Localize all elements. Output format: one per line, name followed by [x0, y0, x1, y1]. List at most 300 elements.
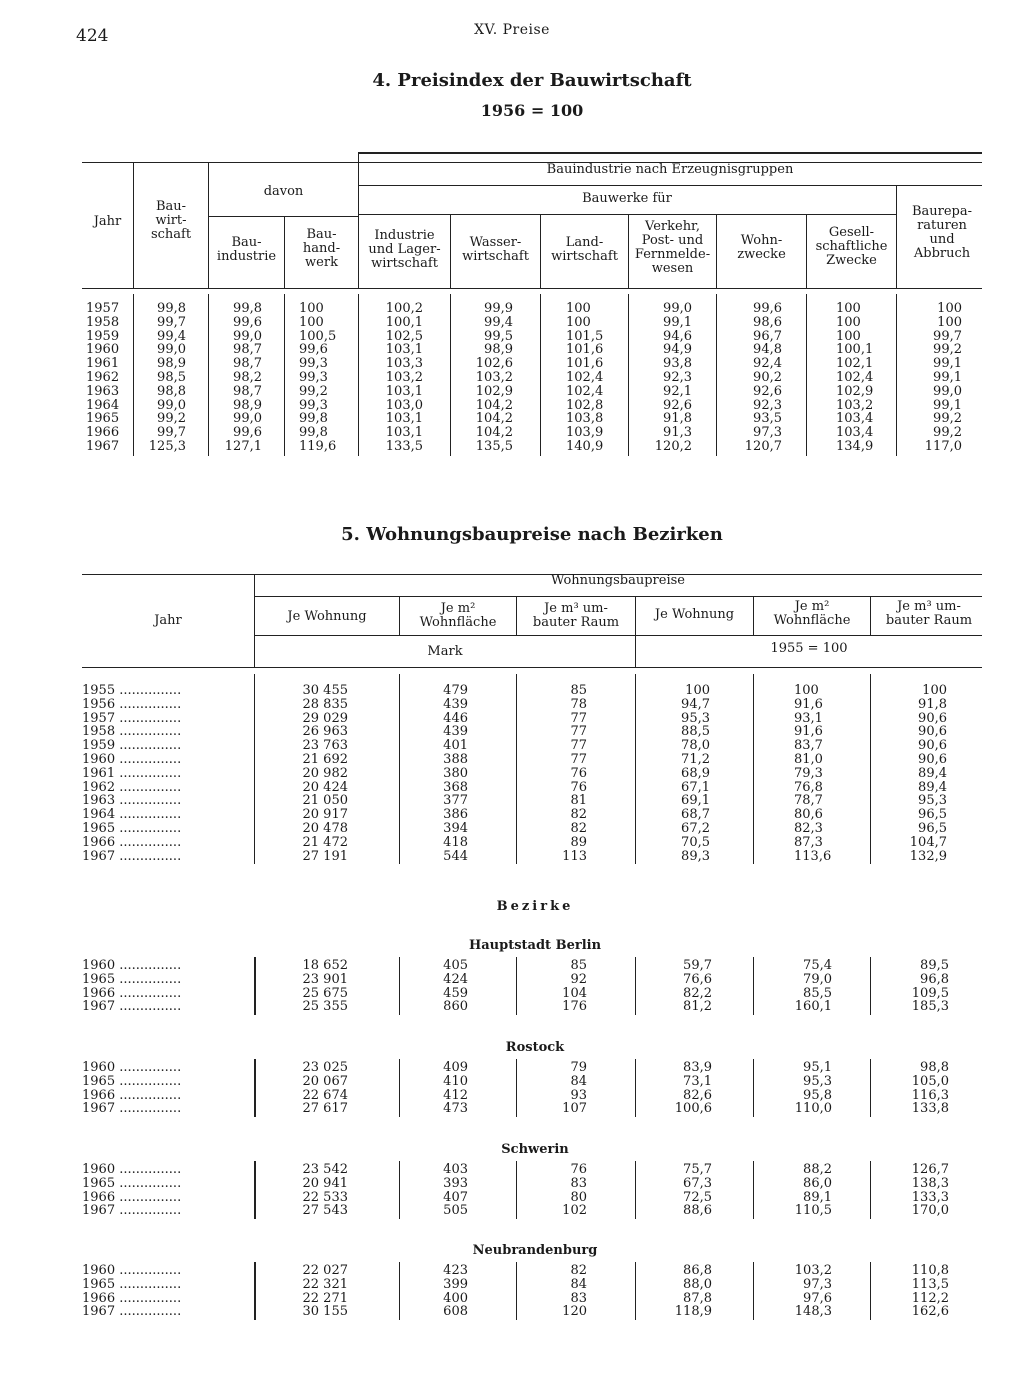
table-cell: 103,4	[836, 425, 874, 441]
table-cell: 23 763	[302, 738, 348, 754]
table-cell: 377	[443, 793, 468, 809]
table-cell: 90,2	[753, 369, 782, 385]
table-cell: 405	[443, 958, 468, 973]
table-cell: 27 191	[302, 848, 348, 864]
bezirk-col-i-wohnung	[636, 1163, 712, 1218]
table-cell: 88,5	[681, 724, 710, 740]
table-cell: 102,5	[385, 328, 423, 344]
table-cell: 87,3	[794, 834, 823, 850]
table-cell: 113,5	[911, 1276, 949, 1292]
table-cell: 104,2	[475, 411, 513, 427]
table-cell: 92,3	[753, 397, 782, 413]
t4-header-wasser: Wasser- wirtschaft	[462, 235, 529, 264]
table-cell: 25 355	[302, 999, 348, 1015]
bezirk-col-i-m3	[871, 959, 949, 1014]
table-cell: 91,8	[918, 696, 947, 712]
t5-header-index-je-m3: Je m³ um- bauter Raum	[885, 599, 973, 628]
t4-header-gesellschaftliche: Gesell- schaftliche Zwecke	[815, 225, 888, 268]
table-cell: 72,5	[683, 1189, 712, 1205]
table-cell: 87,8	[683, 1290, 712, 1306]
table-cell: 132,9	[909, 848, 947, 864]
table-cell: 99,0	[933, 383, 962, 399]
table-cell: 96,5	[918, 807, 947, 823]
table-cell: 97,3	[753, 425, 782, 441]
table-cell: 98,7	[233, 342, 262, 358]
table-cell: 103,1	[385, 411, 423, 427]
table-cell: 103,4	[836, 411, 874, 427]
table-cell: 97,6	[803, 1290, 832, 1306]
table-cell: 73,1	[683, 1073, 712, 1089]
table-cell: 473	[443, 1101, 468, 1117]
table-cell: 76	[570, 765, 587, 781]
table-cell: 102,4	[566, 383, 604, 399]
table-cell: 99,3	[299, 397, 328, 413]
table-cell: 76	[570, 1162, 587, 1177]
table-cell: 1965	[86, 411, 120, 427]
table-cell: 98,9	[157, 356, 186, 372]
table-cell: 71,2	[681, 751, 710, 767]
table-cell: 133,5	[385, 438, 423, 454]
table-cell: 81	[570, 793, 587, 809]
table-cell: 102	[562, 1203, 587, 1219]
table-cell: 99,3	[299, 356, 328, 372]
table-cell: 83,7	[794, 738, 823, 754]
table-cell: 59,7	[683, 958, 712, 973]
t5-unit-mark: Mark	[427, 644, 463, 659]
table-cell: 407	[443, 1189, 468, 1205]
table-cell: 459	[443, 985, 468, 1001]
bezirk-col-m2	[400, 1264, 468, 1319]
table-cell: 23 542	[302, 1162, 348, 1177]
table-cell: 99,7	[157, 425, 186, 441]
bezirke-label: Bezirke	[496, 899, 574, 914]
table-cell: 89,3	[681, 848, 710, 864]
table-cell: 99,2	[299, 383, 328, 399]
table-cell: 99,0	[233, 328, 262, 344]
year-cell: 1967 ...............	[82, 1101, 182, 1117]
year-cell: 1967 ...............	[82, 1304, 182, 1320]
table-cell: 386	[443, 807, 468, 823]
bezirk-col-m3	[517, 1061, 587, 1116]
table-cell: 96,5	[918, 820, 947, 836]
table-cell: 120	[562, 1304, 587, 1320]
table-cell: 103,8	[566, 411, 604, 427]
table-cell: 92,3	[663, 369, 692, 385]
year-cell: 1966 ...............	[82, 1087, 182, 1103]
table-cell: 92	[570, 971, 587, 987]
year-cell: 1966 ...............	[82, 985, 182, 1001]
table-cell: 99,0	[157, 342, 186, 358]
table-cell: 84	[570, 1073, 587, 1089]
table-cell: 86,8	[683, 1263, 712, 1278]
table-cell: 22 271	[302, 1290, 348, 1306]
table-cell: 103,1	[385, 383, 423, 399]
table-cell: 80,6	[794, 807, 823, 823]
table-cell: 29 029	[302, 710, 348, 726]
table-cell: 412	[443, 1087, 468, 1103]
table-cell: 423	[443, 1263, 468, 1278]
year-cell: 1965 ...............	[82, 820, 182, 836]
bezirk-col-wohnung	[256, 1061, 348, 1116]
table-cell: 90,6	[918, 738, 947, 754]
table-cell: 99,5	[484, 328, 513, 344]
table-cell: 99,6	[299, 342, 328, 358]
table-cell: 89,1	[803, 1189, 832, 1205]
table-cell: 100	[922, 683, 947, 698]
table-cell: 125,3	[148, 438, 186, 454]
table-cell: 113,6	[794, 848, 832, 864]
t4-col-wohnzwecke	[718, 302, 782, 454]
table-cell: 380	[443, 765, 468, 781]
table-cell: 99,6	[233, 314, 262, 330]
table-cell: 403	[443, 1162, 468, 1177]
bezirk-col-i-wohnung	[636, 959, 712, 1014]
table-cell: 67,3	[683, 1175, 712, 1191]
table-cell: 608	[443, 1304, 468, 1320]
table-cell: 100	[937, 301, 962, 316]
table-cell: 101,6	[566, 356, 604, 372]
table-cell: 95,3	[803, 1073, 832, 1089]
t4-col-bauhandwerk	[299, 302, 355, 454]
table-cell: 102,1	[836, 356, 874, 372]
table-cell: 100,6	[674, 1101, 712, 1117]
table-cell: 23 901	[302, 971, 348, 987]
table-cell: 84	[570, 1276, 587, 1292]
bezirk-name: Hauptstadt Berlin	[468, 938, 602, 953]
table-cell: 93,1	[794, 710, 823, 726]
t4-col-baureparaturen	[898, 302, 962, 454]
table-cell: 98,9	[484, 342, 513, 358]
table-cell: 99,8	[233, 301, 262, 316]
table-cell: 126,7	[911, 1162, 949, 1177]
table-cell: 90,6	[918, 751, 947, 767]
t4-header-bauindustrie: Bau- industrie	[216, 235, 277, 264]
bezirk-col-i-m3	[871, 1061, 949, 1116]
table-cell: 89	[570, 834, 587, 850]
table-cell: 98,6	[753, 314, 782, 330]
table-cell: 95,3	[918, 793, 947, 809]
table-cell: 99,8	[299, 425, 328, 441]
table-cell: 103,0	[385, 397, 423, 413]
table-cell: 101,5	[566, 328, 604, 344]
t4-col-gesellschaftliche	[836, 302, 894, 454]
table-cell: 100	[299, 314, 324, 330]
table-cell: 134,9	[836, 438, 874, 454]
table-cell: 96,8	[920, 971, 949, 987]
bezirk-col-i-m2	[754, 1163, 832, 1218]
year-cell: 1965 ...............	[82, 1175, 182, 1191]
table-cell: 99,1	[933, 369, 962, 385]
table-cell: 100	[836, 314, 861, 330]
table-cell: 82,3	[794, 820, 823, 836]
table-cell: 118,9	[674, 1304, 712, 1320]
table-cell: 388	[443, 751, 468, 767]
table-cell: 77	[570, 738, 587, 754]
table-cell: 88,2	[803, 1162, 832, 1177]
table-cell: 112,2	[911, 1290, 949, 1306]
year-cell: 1956 ...............	[82, 696, 182, 712]
table-cell: 86,0	[803, 1175, 832, 1191]
table-cell: 20 424	[302, 779, 348, 795]
t4-header-jahr: Jahr	[93, 214, 122, 229]
table-cell: 1964	[86, 397, 120, 413]
table-cell: 99,0	[663, 301, 692, 316]
table-cell: 92,6	[753, 383, 782, 399]
year-cell: 1955 ...............	[82, 683, 182, 698]
table-cell: 68,9	[681, 765, 710, 781]
bezirk-col-m3	[517, 959, 587, 1014]
table-cell: 26 963	[302, 724, 348, 740]
t5-main-index-je-wohnung	[636, 684, 710, 863]
year-cell: 1967 ...............	[82, 848, 182, 864]
bezirk-name: Rostock	[505, 1040, 565, 1055]
t5-main-index-je-m2	[794, 684, 868, 863]
table-cell: 99,7	[933, 328, 962, 344]
table-cell: 77	[570, 710, 587, 726]
bezirk-col-i-wohnung	[636, 1061, 712, 1116]
t5-unit-index: 1955 = 100	[770, 641, 848, 656]
t4-header-davon: davon	[263, 184, 304, 199]
table-cell: 93,5	[753, 411, 782, 427]
table-cell: 102,6	[475, 356, 513, 372]
table-cell: 102,4	[566, 369, 604, 385]
bezirk-col-m2	[400, 1163, 468, 1218]
table-cell: 76,6	[683, 971, 712, 987]
table-cell: 99,1	[663, 314, 692, 330]
table-cell: 96,7	[753, 328, 782, 344]
bezirk-col-wohnung	[256, 1264, 348, 1319]
table-cell: 133,3	[911, 1189, 949, 1205]
table-cell: 100	[937, 314, 962, 330]
table-cell: 99,6	[753, 301, 782, 316]
bezirk-col-wohnung	[256, 959, 348, 1014]
table-cell: 76,8	[794, 779, 823, 795]
table-cell: 1962	[86, 369, 120, 385]
table-cell: 22 027	[302, 1263, 348, 1278]
table-cell: 75,7	[683, 1162, 712, 1177]
table-cell: 20 067	[302, 1073, 348, 1089]
year-cell: 1967 ...............	[82, 1203, 182, 1219]
table-cell: 1960	[86, 342, 120, 358]
table-cell: 82	[570, 820, 587, 836]
table-cell: 1959	[86, 328, 120, 344]
bezirk-col-i-m3	[871, 1264, 949, 1319]
table-cell: 89,5	[920, 958, 949, 973]
table-cell: 1967	[86, 438, 120, 454]
table-cell: 30 155	[302, 1304, 348, 1320]
bezirk-col-m2	[400, 959, 468, 1014]
table-cell: 21 692	[302, 751, 348, 767]
table-cell: 99,7	[157, 314, 186, 330]
t4-header-land: Land- wirtschaft	[551, 235, 618, 264]
table-cell: 185,3	[911, 999, 949, 1015]
table-cell: 98,7	[233, 383, 262, 399]
bezirk-years	[82, 1163, 181, 1218]
t5-header-jahr: Jahr	[154, 613, 182, 628]
t5-header-je-m2: Je m² Wohnfläche	[419, 601, 497, 630]
table-cell: 99,2	[933, 342, 962, 358]
table-cell: 25 675	[302, 985, 348, 1001]
table-cell: 18 652	[302, 958, 348, 973]
table-cell: 102,9	[475, 383, 513, 399]
year-cell: 1965 ...............	[82, 1276, 182, 1292]
table-cell: 1957	[86, 301, 120, 316]
table4-subtitle: 1956 = 100	[480, 101, 584, 120]
table-cell: 67,1	[681, 779, 710, 795]
table-cell: 28 835	[302, 696, 348, 712]
table-cell: 99,4	[484, 314, 513, 330]
t5-header-wohnungsbaupreise: Wohnungsbaupreise	[551, 573, 685, 588]
year-cell: 1957 ...............	[82, 710, 182, 726]
bezirk-col-i-m2	[754, 1264, 832, 1319]
table-cell: 1958	[86, 314, 120, 330]
table-cell: 410	[443, 1073, 468, 1089]
bezirk-col-i-m3	[871, 1163, 949, 1218]
table-cell: 99,8	[157, 301, 186, 316]
table-cell: 95,1	[803, 1060, 832, 1075]
table-cell: 92,4	[753, 356, 782, 372]
table-cell: 120,2	[654, 438, 692, 454]
table-cell: 83,9	[683, 1060, 712, 1075]
table-cell: 98,9	[233, 397, 262, 413]
table-cell: 70,5	[681, 834, 710, 850]
t4-header-erzeugnisgruppen: Bauindustrie nach Erzeugnisgruppen	[546, 162, 794, 177]
table-cell: 439	[443, 724, 468, 740]
table-cell: 400	[443, 1290, 468, 1306]
table-cell: 107	[562, 1101, 587, 1117]
table-cell: 100	[836, 328, 861, 344]
table-cell: 80	[570, 1189, 587, 1205]
t4-header-bauhandwerk: Bau- hand- werk	[302, 227, 341, 270]
table-cell: 82	[570, 807, 587, 823]
table-cell: 98,8	[920, 1060, 949, 1075]
table-cell: 67,2	[681, 820, 710, 836]
table-cell: 98,2	[233, 369, 262, 385]
bezirk-col-m3	[517, 1163, 587, 1218]
table-cell: 133,8	[911, 1101, 949, 1117]
table-cell: 394	[443, 820, 468, 836]
table-cell: 92,1	[663, 383, 692, 399]
t5-main-je-wohnung	[256, 684, 348, 863]
table-cell: 99,2	[157, 411, 186, 427]
table-cell: 479	[443, 683, 468, 698]
table-cell: 505	[443, 1203, 468, 1219]
table-cell: 104,2	[475, 397, 513, 413]
table-cell: 113	[562, 848, 587, 864]
table-cell: 140,9	[566, 438, 604, 454]
table-cell: 99,2	[933, 425, 962, 441]
table-cell: 117,0	[924, 438, 962, 454]
table-cell: 446	[443, 710, 468, 726]
table-cell: 544	[443, 848, 468, 864]
table-cell: 97,3	[803, 1276, 832, 1292]
table-cell: 85,5	[803, 985, 832, 1001]
table-cell: 99,8	[299, 411, 328, 427]
t4-col-wasser	[452, 302, 513, 454]
table-cell: 101,6	[566, 342, 604, 358]
table-cell: 399	[443, 1276, 468, 1292]
table-cell: 439	[443, 696, 468, 712]
t4-col-land	[566, 302, 626, 454]
table-cell: 30 455	[302, 683, 348, 698]
t5-main-je-m3	[517, 684, 587, 863]
table-cell: 103,9	[566, 425, 604, 441]
table-cell: 409	[443, 1060, 468, 1075]
t5-header-index-je-m2: Je m² Wohnfläche	[773, 599, 851, 628]
bezirk-col-i-m2	[754, 1061, 832, 1116]
table-cell: 176	[562, 999, 587, 1015]
table-cell: 99,0	[233, 411, 262, 427]
table-cell: 76	[570, 779, 587, 795]
table-cell: 85	[570, 683, 587, 698]
table-cell: 1966	[86, 425, 120, 441]
table-cell: 103,2	[794, 1263, 832, 1278]
table-cell: 102,9	[836, 383, 874, 399]
bezirk-years	[82, 1264, 181, 1319]
table-cell: 98,8	[157, 383, 186, 399]
table-cell: 99,3	[299, 369, 328, 385]
table-cell: 20 917	[302, 807, 348, 823]
bezirk-years	[82, 1061, 181, 1116]
table-cell: 89,4	[918, 779, 947, 795]
table-cell: 23 025	[302, 1060, 348, 1075]
year-cell: 1959 ...............	[82, 738, 182, 754]
table-cell: 94,9	[663, 342, 692, 358]
year-cell: 1960 ...............	[82, 1263, 182, 1278]
bezirk-name: Schwerin	[501, 1142, 569, 1157]
table-cell: 103,1	[385, 425, 423, 441]
table-cell: 119,6	[299, 438, 337, 454]
t5-main-je-m2	[400, 684, 468, 863]
table-cell: 69,1	[681, 793, 710, 809]
table-cell: 21 472	[302, 834, 348, 850]
table-cell: 160,1	[794, 999, 832, 1015]
table-cell: 79,0	[803, 971, 832, 987]
table-cell: 100,1	[836, 342, 874, 358]
table-cell: 100,2	[385, 301, 423, 316]
table-cell: 138,3	[911, 1175, 949, 1191]
year-cell: 1967 ...............	[82, 999, 182, 1015]
table-cell: 1961	[86, 356, 120, 372]
table-cell: 424	[443, 971, 468, 987]
t5-main-index-je-m3	[871, 684, 947, 863]
page-number: 424	[76, 26, 109, 46]
table-cell: 99,1	[933, 356, 962, 372]
t5-header-index-je-wohnung: Je Wohnung	[654, 607, 735, 622]
table-cell: 20 982	[302, 765, 348, 781]
table-cell: 91,3	[663, 425, 692, 441]
table-cell: 100	[836, 301, 861, 316]
table-cell: 418	[443, 834, 468, 850]
table-cell: 100	[566, 314, 591, 330]
table-cell: 75,4	[803, 958, 832, 973]
table-cell: 92,6	[663, 397, 692, 413]
t4-col-industrie	[360, 302, 423, 454]
t4-col-bauindustrie	[210, 302, 262, 454]
table-cell: 116,3	[911, 1087, 949, 1103]
table5-title: 5. Wohnungsbaupreise nach Bezirken	[341, 524, 723, 545]
table-cell: 22 321	[302, 1276, 348, 1292]
table-cell: 127,1	[224, 438, 262, 454]
table-cell: 78	[570, 696, 587, 712]
table-cell: 860	[443, 999, 468, 1015]
table-cell: 100	[685, 683, 710, 698]
table-cell: 110,8	[911, 1263, 949, 1278]
table-cell: 79,3	[794, 765, 823, 781]
table-cell: 77	[570, 751, 587, 767]
table-cell: 99,0	[157, 397, 186, 413]
table-cell: 79	[570, 1060, 587, 1075]
